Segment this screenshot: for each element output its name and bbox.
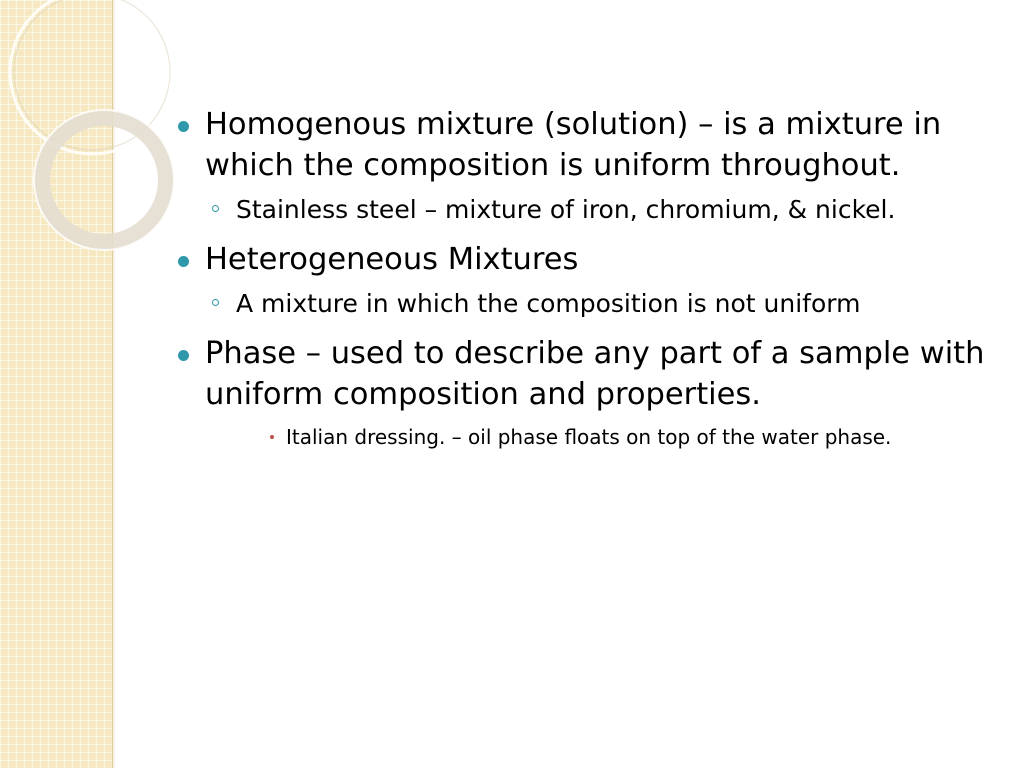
ring-bullet-icon (212, 299, 219, 306)
sub-bullet-text: A mixture in which the composition is not uniform (236, 289, 861, 318)
dot-bullet-icon (270, 435, 274, 439)
decorative-rings-graphic (0, 0, 140, 260)
bullet-item-phase (172, 333, 992, 415)
sub-bullet-stainless-steel (172, 192, 992, 227)
bullet-item-homogenous (172, 104, 992, 186)
bullet-icon (178, 121, 189, 132)
sub-bullet-text: Stainless steel – mixture of iron, chromium, & nickel. (236, 195, 896, 224)
sub-sub-bullet-text: Italian dressing. – oil phase floats on top of the water phase. (286, 425, 892, 449)
bullet-text: Heterogeneous Mixtures (205, 242, 579, 277)
bullet-icon (178, 256, 189, 267)
sub-sub-bullet-italian-dressing (172, 423, 992, 451)
bullet-list (172, 104, 992, 451)
ring-bullet-icon (212, 205, 219, 212)
bullet-item-heterogeneous (172, 239, 992, 280)
bullet-text: Homogenous mixture (solution) – is a mixture in which the composition is uniform throughout. (205, 107, 942, 183)
bullet-icon (178, 350, 189, 361)
sub-bullet-not-uniform (172, 286, 992, 321)
bullet-text: Phase – used to describe any part of a sample with uniform composition and properties. (205, 336, 985, 412)
